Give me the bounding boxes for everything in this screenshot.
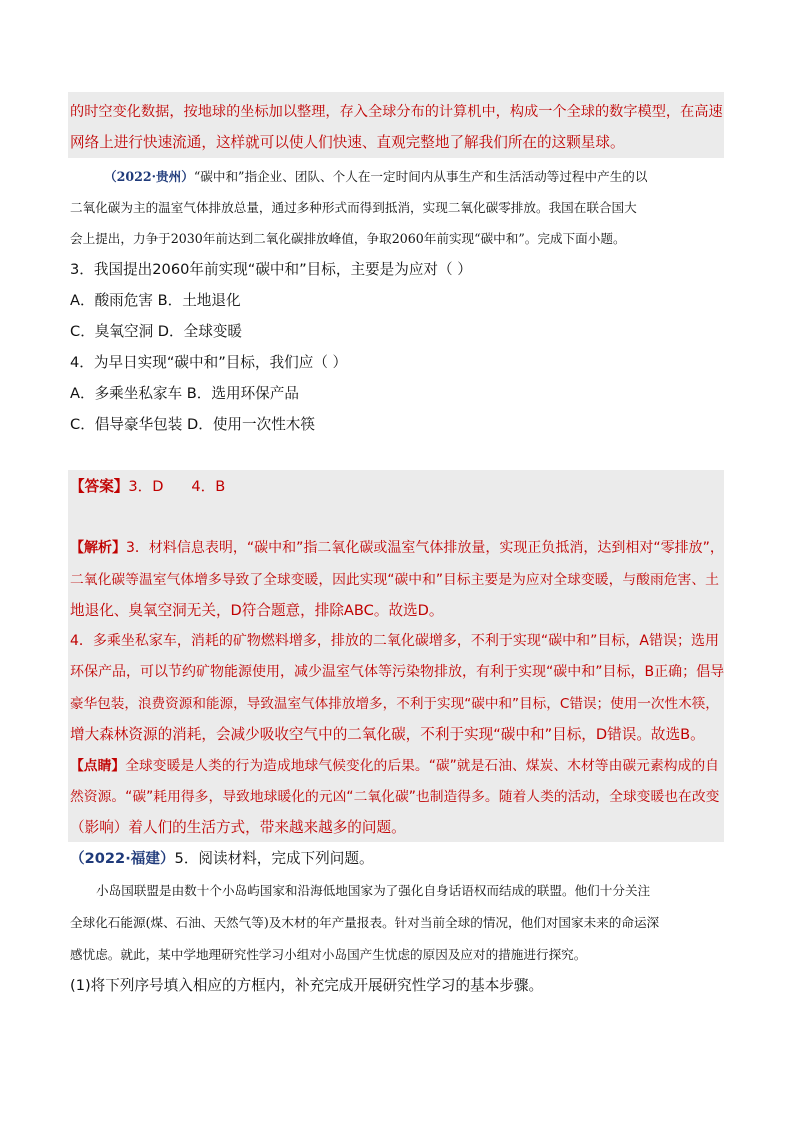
q4-options-ab: A．多乘坐私家车 B．选用环保产品 (70, 385, 299, 402)
q5-sub-question-1: (1)将下列序号填入相应的方框内，补充完成开展研究性学习的基本步骤。 (70, 977, 544, 994)
analysis-line-3: 地退化、臭氧空洞无关，D符合题意，排除ABC。故选D。 (70, 602, 444, 619)
analysis-line-6: 豪华包装，浪费资源和能源，导致温室气体排放增多，不利于实现“碳中和”目标，C错误；使用一次性木筷， (70, 696, 719, 712)
note-line-3: （影响）着人们的生活方式，带来越来越多的问题。 (70, 819, 406, 836)
q5-intro-line-2: 全球化石能源(煤、石油、天然气等)及木材的年产量报表。针对当前全球的情况，他们对国家未来的命运深 (70, 915, 660, 930)
analysis-line-2: 二氧化碳等温室气体增多导致了全球变暖，因此实现“碳中和”目标主要是为应对全球变暖，与酸雨危害、土 (70, 572, 719, 588)
q3-4-intro-line-1 (104, 166, 647, 185)
q4-options-cd: C．倡导豪华包装 D．使用一次性木筷 (70, 416, 315, 433)
analysis-text-1: 3．材料信息表明，“碳中和”指二氧化碳或温室气体排放量，实现正负抵消，达到相对“零排放”， (126, 540, 724, 556)
q5-intro-line-1: 小岛国联盟是由数十个小岛屿国家和沿海低地国家为了强化自身话语权而结成的联盟。他们十分关注 (96, 883, 651, 898)
q3-4-intro-line-2: 二氧化碳为主的温室气体排放总量，通过多种形式而得到抵消，实现二氧化碳零排放。我国在联合国大 (70, 200, 637, 215)
analysis-tag: 【解析】 (70, 540, 126, 556)
q3-stem: 3．我国提出2060年前实现“碳中和”目标，主要是为应对（ ） (70, 261, 472, 278)
passage-line-2: 网络上进行快速流通，这样就可以使人们快速、直观完整地了解我们所在的这颗星球。 (70, 134, 625, 151)
q3-options-ab: A．酸雨危害 B．土地退化 (70, 292, 241, 309)
answer-tag: 【答案】 (70, 478, 129, 495)
answer-text: 3．D 4．B (128, 478, 226, 495)
analysis-line-4: 4．多乘坐私家车，消耗的矿物燃料增多，排放的二氧化碳增多，不利于实现“碳中和”目标，A错误；选用 (70, 633, 719, 649)
analysis-line-1 (70, 537, 724, 557)
note-text-1: 全球变暖是人类的行为造成地球气候变化的后果。“碳”就是石油、煤炭、木材等由碳元素构成的自 (125, 758, 719, 774)
note-line-2: 然资源。“碳”耗用得多，导致地球暖化的元凶“二氧化碳”也制造得多。随着人类的活动，全球变暖也在改变 (70, 789, 720, 805)
q4-stem: 4．为早日实现“碳中和”目标，我们应（ ） (70, 354, 348, 371)
analysis-line-5: 环保产品，可以节约矿物能源使用，减少温室气体等污染物排放，有利于实现“碳中和”目标，B正确；倡导 (70, 664, 725, 680)
q5-source: （2022·福建） (70, 850, 175, 867)
analysis-line-7: 增大森林资源的消耗，会减少吸收空气中的二氧化碳，不利于实现“碳中和”目标，D错误。故选B。 (70, 726, 705, 743)
passage-line-1: 的时空变化数据，按地球的坐标加以整理，存入全球分布的计算机中，构成一个全球的数字模型，在高速 (70, 104, 723, 120)
q5-title-line (70, 847, 374, 868)
q3-4-intro-text-1: “碳中和”指企业、团队、个人在一定时间内从事生产和生活活动等过程中产生的以 (193, 169, 648, 184)
answer-line (70, 475, 225, 496)
q5-title: 5．阅读材料，完成下列问题。 (174, 850, 374, 867)
note-tag: 【点睛】 (70, 758, 126, 774)
q3-4-source: （2022·贵州） (104, 169, 194, 184)
q5-intro-line-3: 感忧虑。就此，某中学地理研究性学习小组对小岛国产生忧虑的原因及应对的措施进行探究。 (70, 947, 587, 962)
q3-4-intro-line-3: 会上提出，力争于2030年前达到二氧化碳排放峰值，争取2060年前实现“碳中和”。完成下面小题。 (70, 231, 626, 246)
q3-options-cd: C．臭氧空洞 D．全球变暖 (70, 323, 243, 340)
note-line-1 (70, 754, 719, 774)
